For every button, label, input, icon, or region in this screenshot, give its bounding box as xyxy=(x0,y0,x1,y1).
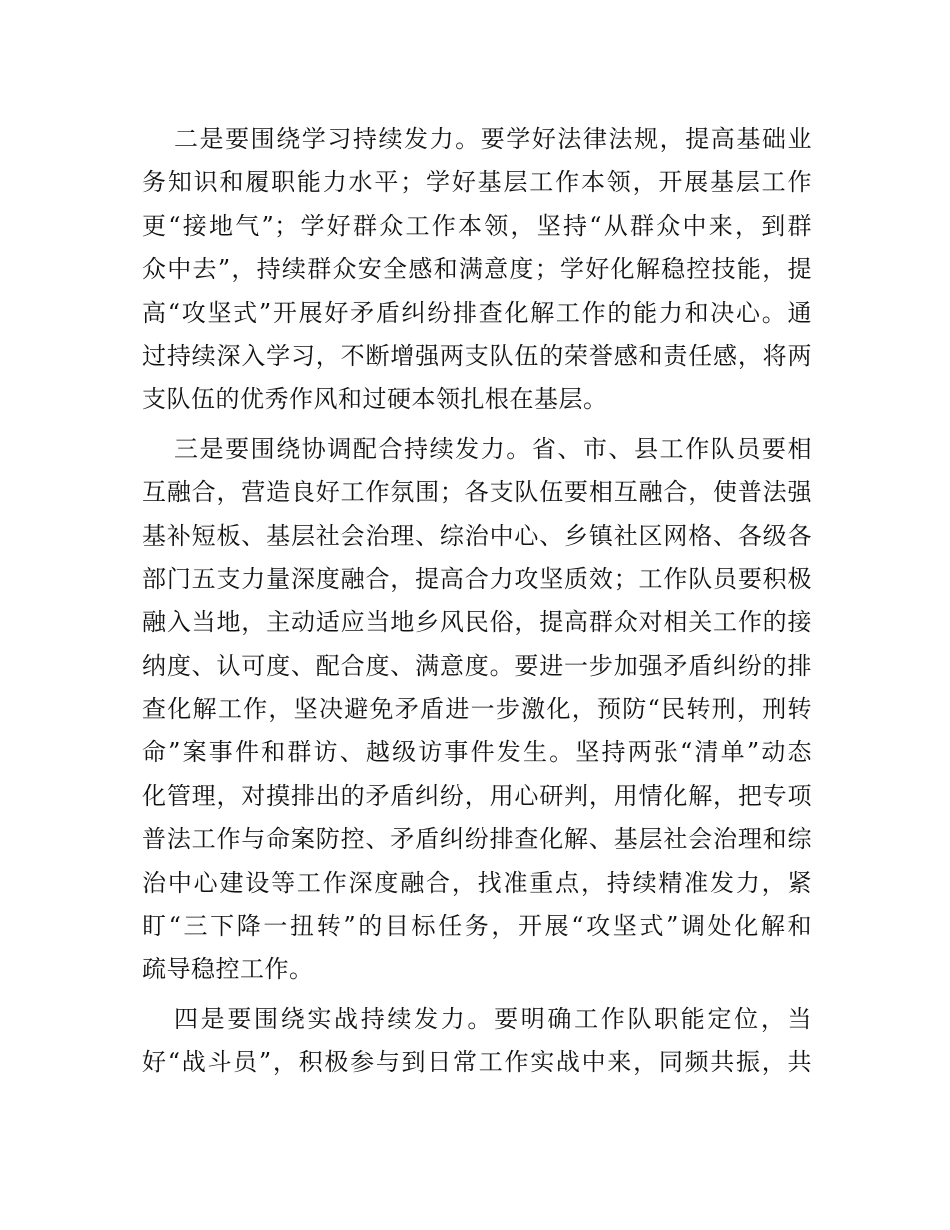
text-line: 高“攻坚式”开展好矛盾纠纷排查化解工作的能力和决心。通 xyxy=(142,298,812,327)
text-line: 化管理，对摸排出的矛盾纠纷，用心研判，用情化解，把专项 xyxy=(142,781,812,810)
paragraph-coordination xyxy=(142,428,812,992)
text-line: 纳度、认可度、配合度、满意度。要进一步加强矛盾纠纷的排 xyxy=(142,651,812,680)
document-body xyxy=(142,118,812,1091)
text-line: 支队伍的优秀作风和过硬本领扎根在基层。 xyxy=(142,385,608,414)
text-line: 融入当地，主动适应当地乡风民俗，提高群众对相关工作的接 xyxy=(142,608,812,637)
text-line: 务知识和履职能力水平；学好基层工作本领，开展基层工作 xyxy=(142,168,812,197)
text-line: 互融合，营造良好工作氛围；各支队伍要相互融合，使普法强 xyxy=(142,478,812,507)
text-line: 疏导稳控工作。 xyxy=(142,955,314,984)
text-line: 好“战斗员”，积极参与到日常工作实战中来，同频共振，共 xyxy=(142,1048,812,1077)
text-line: 三是要围绕协调配合持续发力。省、市、县工作队员要相 xyxy=(174,434,812,463)
text-line: 更“接地气”；学好群众工作本领，坚持“从群众中来，到群 xyxy=(142,211,812,240)
text-line: 四是要围绕实战持续发力。要明确工作队职能定位，当 xyxy=(174,1004,812,1033)
text-line: 治中心建设等工作深度融合，找准重点，持续精准发力，紧 xyxy=(142,868,812,897)
text-line: 普法工作与命案防控、矛盾纠纷排查化解、基层社会治理和综 xyxy=(142,825,812,854)
text-line: 过持续深入学习，不断增强两支队伍的荣誉感和责任感，将两 xyxy=(142,341,812,370)
paragraph-study xyxy=(142,118,812,422)
text-line: 众中去”，持续群众安全感和满意度；学好化解稳控技能，提 xyxy=(142,255,812,284)
text-line: 盯“三下降一扭转”的目标任务，开展“攻坚式”调处化解和 xyxy=(142,912,812,941)
text-line: 命”案事件和群访、越级访事件发生。坚持两张“清单”动态 xyxy=(142,738,812,767)
text-line: 二是要围绕学习持续发力。要学好法律法规，提高基础业 xyxy=(174,125,812,153)
paragraph-practice xyxy=(142,998,812,1085)
text-line: 查化解工作，坚决避免矛盾进一步激化，预防“民转刑，刑转 xyxy=(142,695,812,724)
text-line: 基补短板、基层社会治理、综治中心、乡镇社区网格、各级各 xyxy=(142,521,812,550)
text-line: 部门五支力量深度融合，提高合力攻坚质效；工作队员要积极 xyxy=(142,564,812,593)
